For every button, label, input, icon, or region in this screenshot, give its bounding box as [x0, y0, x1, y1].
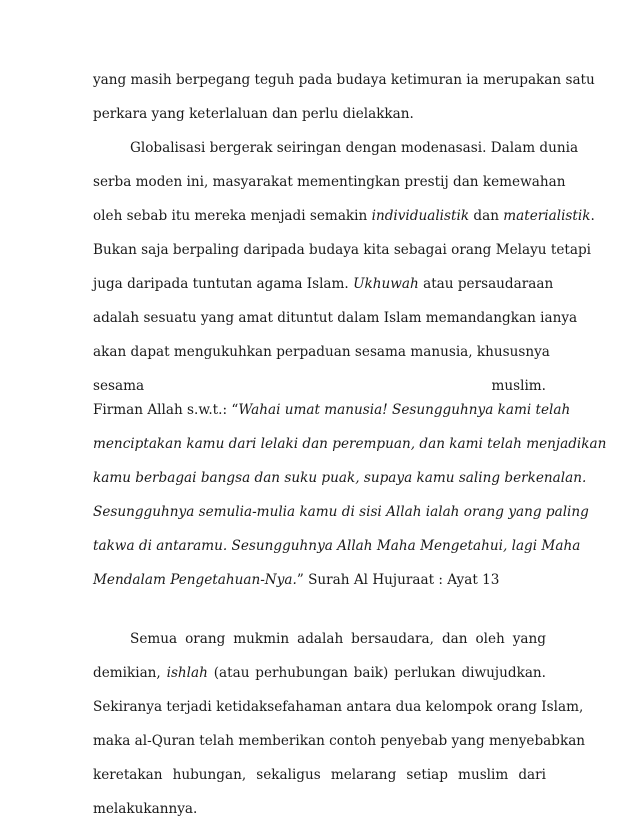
- text-line: [93, 105, 546, 123]
- quote-text: kamu berbagai bangsa dan suku puak, supaya kamu saling berkenalan.: [93, 470, 587, 486]
- text-span: oleh sebab itu mereka menjadi semakin: [93, 208, 372, 224]
- text-line: [93, 401, 571, 419]
- text-line: [93, 664, 546, 682]
- quote-text: Wahai umat manusia! Sesungguhnya kami telah: [238, 402, 571, 418]
- text-span: akan dapat mengukuhkan perpaduan sesama manusia, khususnya: [93, 344, 550, 360]
- text-line: [93, 766, 546, 784]
- text-span: (atau perhubungan baik) perlukan diwujudkan.: [207, 665, 546, 681]
- text-line: [93, 732, 586, 750]
- text-span: atau persaudaraan: [418, 276, 554, 292]
- italic-term: materialistik: [503, 208, 591, 224]
- text-span: sesama: [93, 378, 145, 394]
- italic-term: Ukhuwah: [353, 276, 419, 292]
- text-line: [93, 800, 546, 818]
- text-line: [93, 698, 584, 716]
- text-span: Firman Allah s.w.t.: “: [93, 402, 239, 418]
- quote-text: Mendalam Pengetahuan-Nya.: [93, 572, 297, 588]
- text-span: Globalisasi bergerak seiringan dengan modenasasi. Dalam dunia: [130, 140, 579, 156]
- italic-term: ishlah: [166, 665, 208, 681]
- text-span: juga daripada tuntutan agama Islam.: [93, 276, 354, 292]
- text-line: [93, 343, 550, 361]
- italic-term: individualistik: [371, 208, 470, 224]
- text-line: [93, 173, 566, 191]
- text-line: [130, 139, 579, 157]
- quote-text: Sesungguhnya semulia-mulia kamu di sisi Allah ialah orang yang paling: [93, 504, 589, 520]
- quote-text: menciptakan kamu dari lelaki dan perempuan, dan kami telah menjadikan: [93, 436, 607, 452]
- text-span: maka al-Quran telah memberikan contoh penyebab yang menyebabkan: [93, 733, 586, 749]
- text-span: Semua orang mukmin adalah bersaudara, dan oleh yang: [130, 631, 546, 647]
- text-line: [93, 309, 578, 327]
- text-span: keretakan hubungan, sekaligus melarang setiap muslim dari: [93, 767, 546, 783]
- text-span: Sekiranya terjadi ketidaksefahaman antara dua kelompok orang Islam,: [93, 699, 584, 715]
- text-line: [93, 435, 607, 453]
- text-line: [93, 469, 587, 487]
- text-span: adalah sesuatu yang amat dituntut dalam Islam memandangkan ianya: [93, 310, 578, 326]
- text-line: [93, 241, 591, 259]
- text-line: [93, 377, 546, 395]
- text-line: [93, 275, 554, 293]
- text-line: [93, 537, 581, 555]
- text-span: muslim.: [491, 378, 546, 394]
- text-span: perkara yang keterlaluan dan perlu dielakkan.: [93, 106, 414, 122]
- text-span: melakukannya.: [93, 801, 198, 817]
- text-span: ” Surah Al Hujuraat : Ayat 13: [296, 572, 500, 588]
- text-line: [93, 71, 595, 89]
- text-span: dan: [469, 208, 504, 224]
- text-span: yang masih berpegang teguh pada budaya ketimuran ia merupakan satu: [93, 72, 595, 88]
- text-line: [130, 630, 546, 648]
- text-line: [93, 207, 595, 225]
- text-span: demikian,: [93, 665, 167, 681]
- text-line: [93, 571, 546, 589]
- text-span: Bukan saja berpaling daripada budaya kita sebagai orang Melayu tetapi: [93, 242, 591, 258]
- text-span: serba moden ini, masyarakat mementingkan prestij dan kemewahan: [93, 174, 566, 190]
- text-span: .: [590, 208, 595, 224]
- text-line: [93, 503, 589, 521]
- quote-text: takwa di antaramu. Sesungguhnya Allah Maha Mengetahui, lagi Maha: [93, 538, 581, 554]
